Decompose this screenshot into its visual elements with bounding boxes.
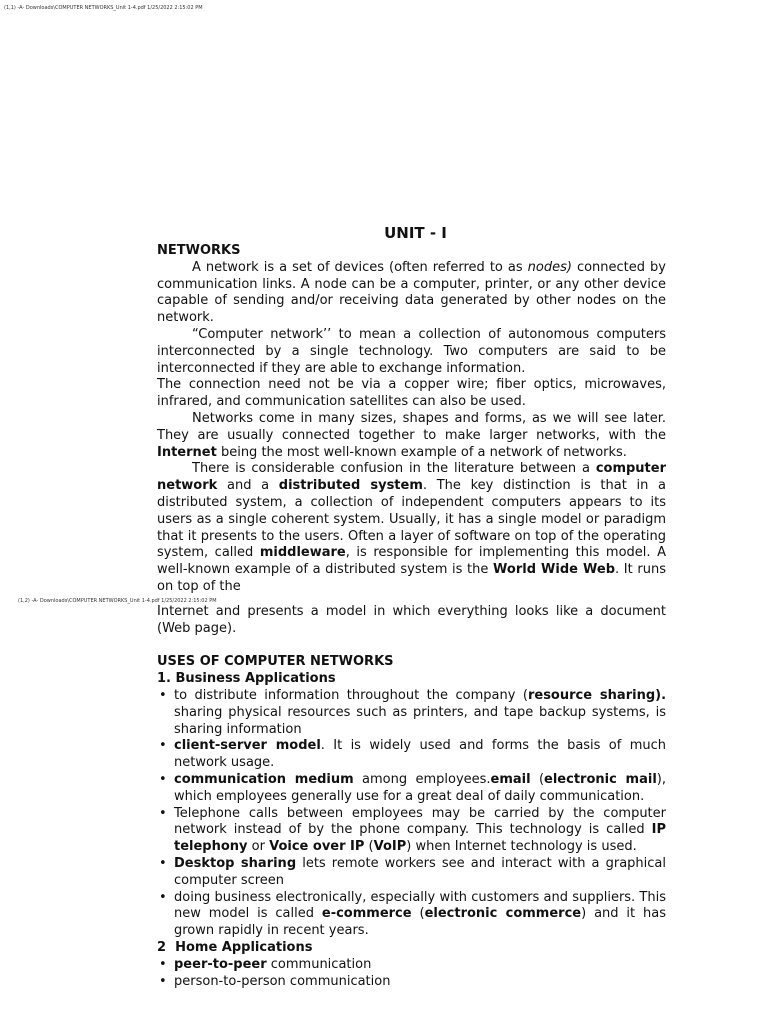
networks-paragraph-2: “Computer network’’ to mean a collection of autonomous computers interconnected by a single technology. Two computers are said to be interconnected if they are able to exchange information.	[157, 326, 666, 376]
home-applications-heading: 2 Home Applications	[157, 939, 313, 955]
pdf-page-header-1: (1,1) -A- Downloads\COMPUTER NETWORKS_Unit 1-4.pdf 1/25/2022 2:15:02 PM	[4, 5, 203, 11]
list-item: • Telephone calls between employees may be carried by the computer network instead of by the phone company. This technology is called IP telephony or Voice over IP (VoIP) when Internet technology is used.	[157, 806, 666, 856]
networks-paragraph-4: Networks come in many sizes, shapes and forms, as we will see later. They are usually connected together to make larger networks, with the Internet being the most well-known example of a network of networks.	[157, 410, 666, 460]
networks-heading: NETWORKS	[157, 243, 241, 258]
document-page-1	[157, 223, 666, 596]
networks-paragraph-5-continued: Internet and presents a model in which everything looks like a document (Web page).	[157, 604, 666, 636]
networks-paragraph-3: The connection need not be via a copper wire; fiber optics, microwaves, infrared, and communication satellites can also be used.	[157, 377, 666, 410]
list-item: • peer-to-peer communication	[157, 957, 666, 974]
list-item: • person-to-person communication	[157, 974, 666, 991]
business-applications-heading: 1. Business Applications	[157, 671, 336, 687]
list-item: • client-server model. It is widely used and forms the basis of much network usage.	[157, 738, 666, 772]
home-applications-list	[157, 957, 666, 991]
list-item: • to distribute information throughout the company (resource sharing). sharing physical resources such as printers, and tape backup systems, is sharing information	[157, 688, 666, 738]
pdf-page-header-2: (1,2) -A- Downloads\COMPUTER NETWORKS_Unit 1-4.pdf 1/25/2022 2:15:02 PM	[18, 598, 217, 604]
networks-paragraph-1: A network is a set of devices (often referred to as nodes) connected by communication links. A node can be a computer, printer, or any other device capable of sending and/or receiving data generated by other nodes on the network.	[157, 259, 666, 326]
document-page-2	[157, 604, 666, 990]
business-applications-list	[157, 688, 666, 940]
list-item: • doing business electronically, especially with customers and suppliers. This new model is called e-commerce (electronic commerce) and it has grown rapidly in recent years.	[157, 890, 666, 940]
list-item: • Desktop sharing lets remote workers see and interact with a graphical computer screen	[157, 856, 666, 890]
uses-heading: USES OF COMPUTER NETWORKS	[157, 654, 394, 670]
list-item: • communication medium among employees.email (electronic mail), which employees generally use for a great deal of daily communication.	[157, 772, 666, 806]
unit-title: UNIT - I	[384, 224, 447, 242]
networks-paragraph-5: There is considerable confusion in the literature between a computer network and a distributed system. The key distinction is that in a distributed system, a collection of independent computers appears to its users as a single coherent system. Usually, it has a single model or paradigm that it presents to the users. Often a layer of software on top of the operating system, called middleware, is responsible for implementing this model. A well-known example of a distributed system is the World Wide Web. It runs on top of the	[157, 461, 667, 594]
